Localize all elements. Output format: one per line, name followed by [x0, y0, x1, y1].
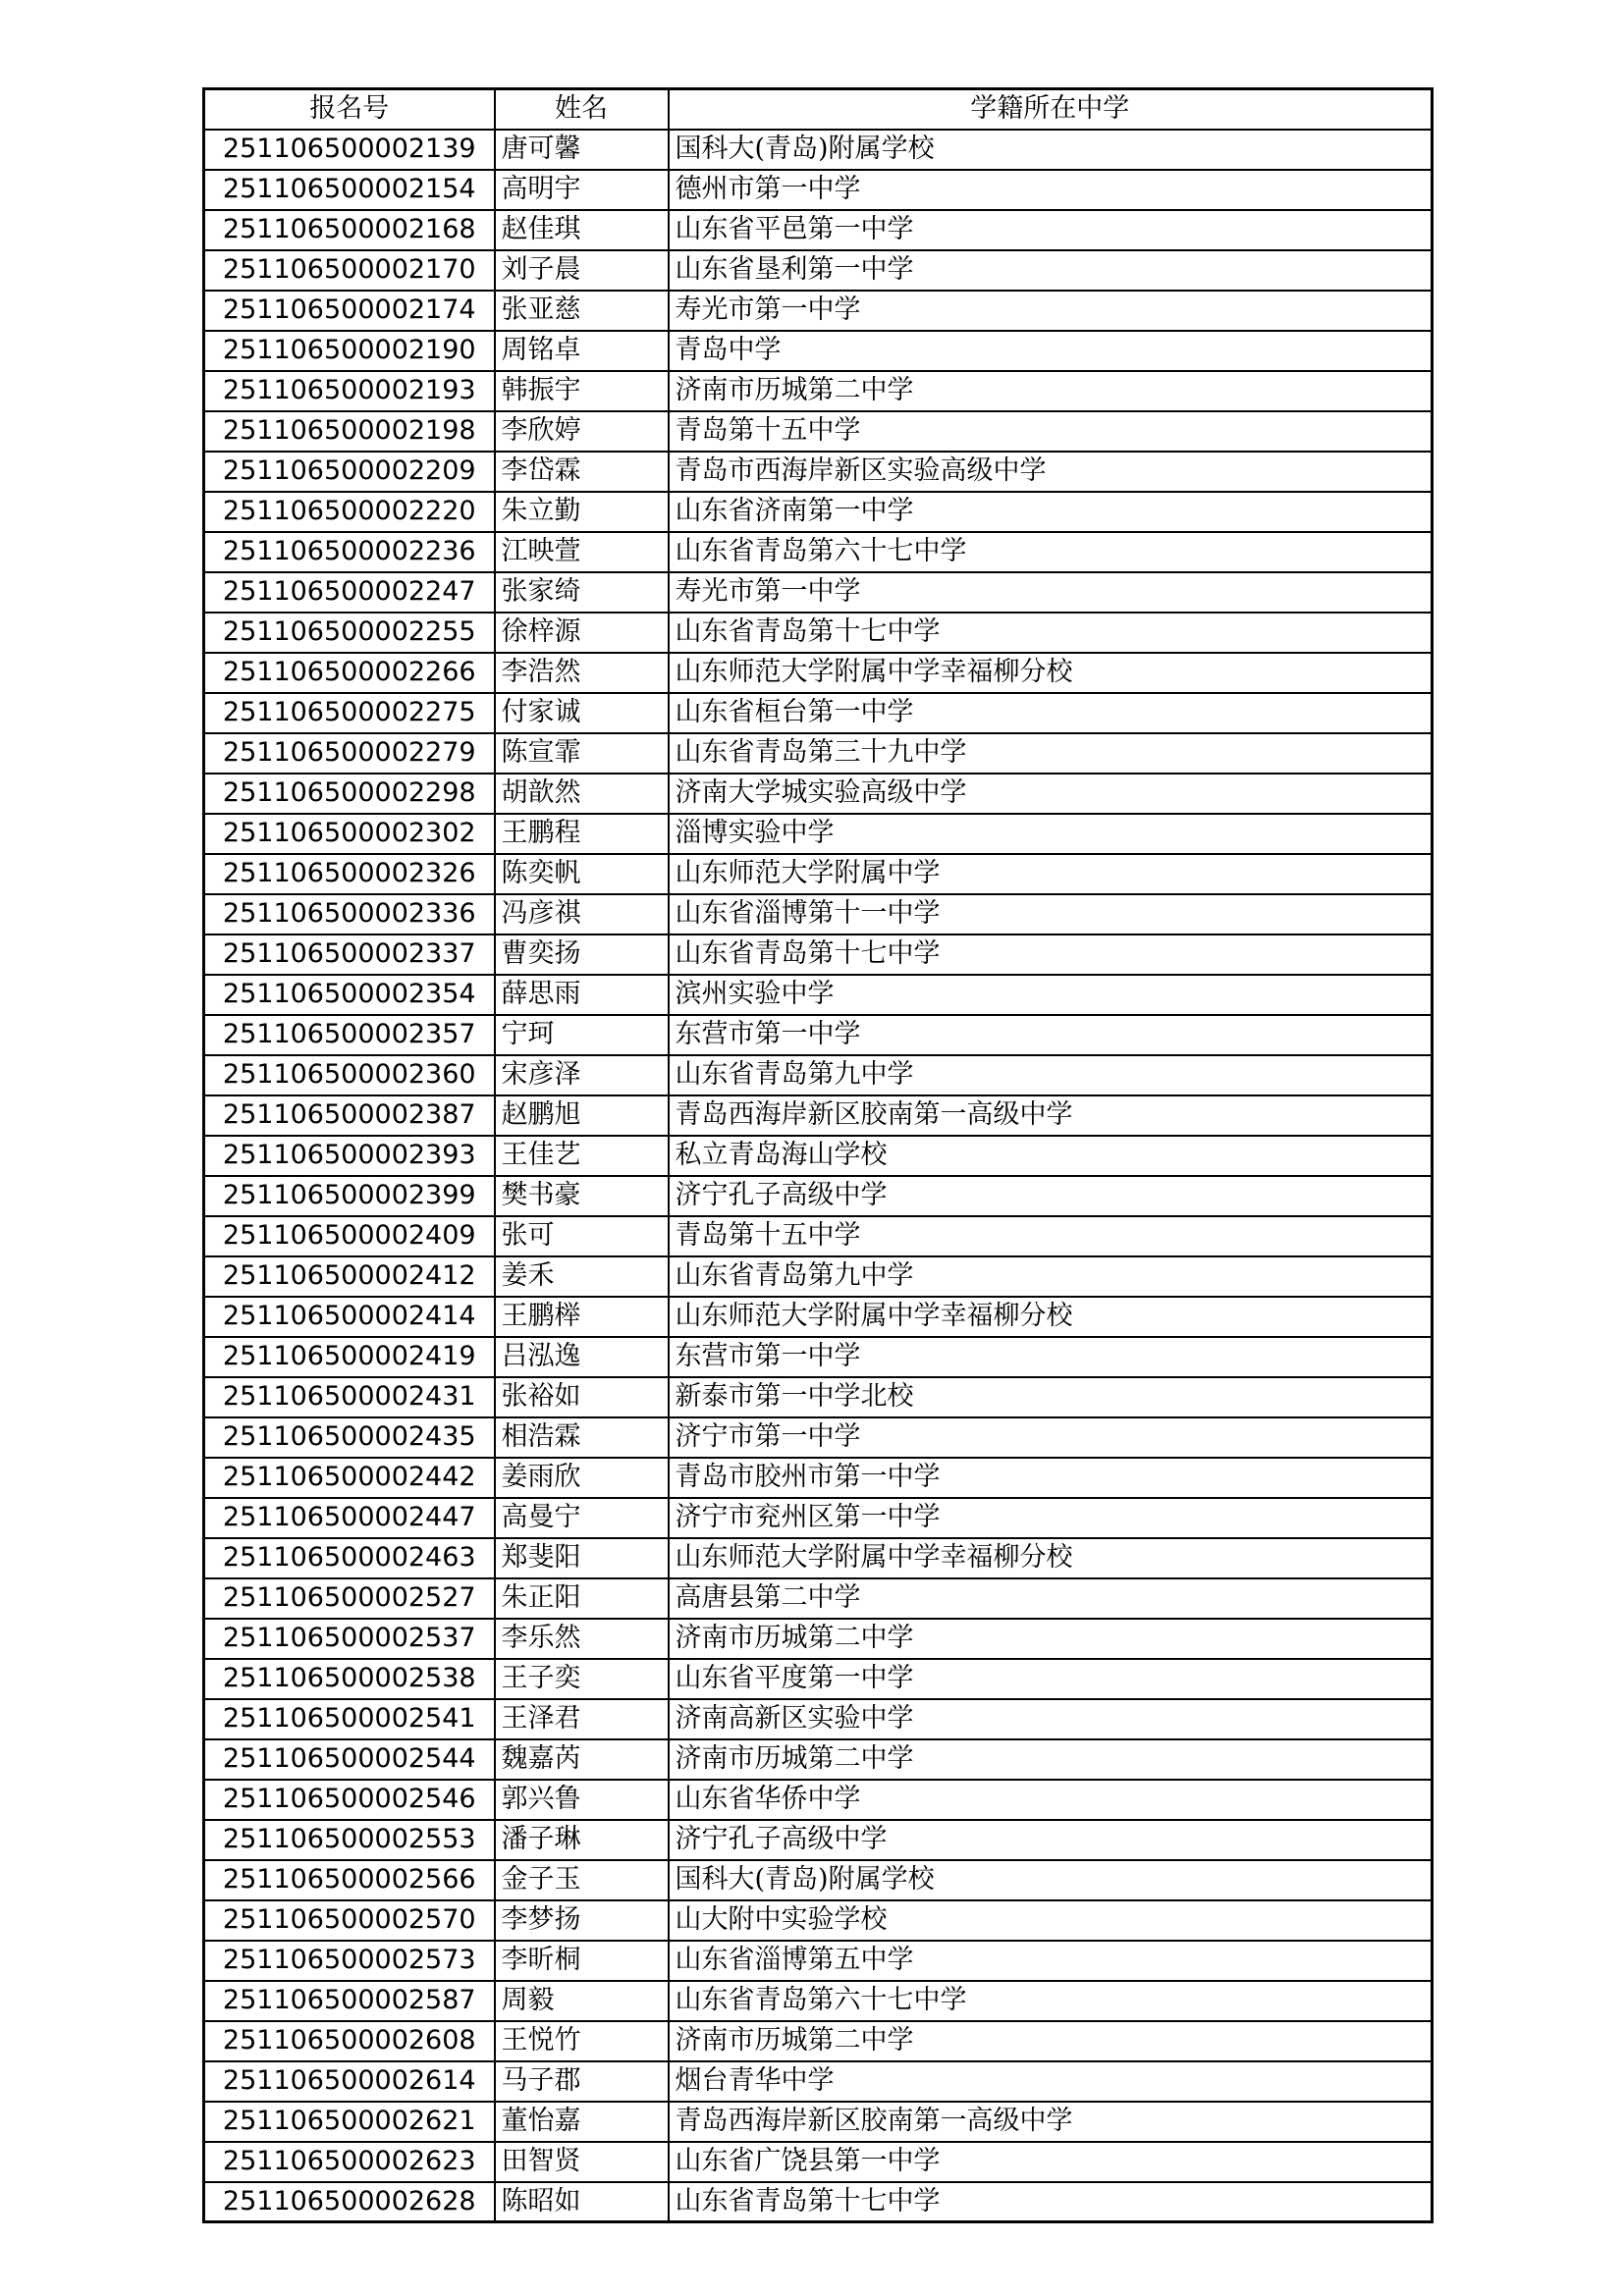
- table-row: [204, 1216, 1433, 1256]
- school-cell: 烟台青华中学: [669, 2061, 1433, 2102]
- registration-number-cell: 251106500002393: [204, 1136, 495, 1176]
- school-cell: 山大附中实验学校: [669, 1900, 1433, 1941]
- table-row: [204, 975, 1433, 1015]
- registration-number-cell: 251106500002537: [204, 1619, 495, 1659]
- school-cell: 济南市历城第二中学: [669, 1739, 1433, 1780]
- registration-number-cell: 251106500002546: [204, 1780, 495, 1820]
- registration-number-cell: 251106500002336: [204, 894, 495, 934]
- registration-number-cell: 251106500002623: [204, 2142, 495, 2182]
- table-row: [204, 210, 1433, 250]
- student-name-cell: 李梦扬: [495, 1900, 669, 1941]
- table-row: [204, 1659, 1433, 1699]
- table-row: [204, 291, 1433, 331]
- registration-number-cell: 251106500002419: [204, 1337, 495, 1377]
- student-name-cell: 王佳艺: [495, 1136, 669, 1176]
- registration-number-cell: 251106500002570: [204, 1900, 495, 1941]
- student-name-cell: 董怡嘉: [495, 2102, 669, 2142]
- school-cell: 青岛市胶州市第一中学: [669, 1458, 1433, 1498]
- registration-number-cell: 251106500002275: [204, 693, 495, 733]
- student-name-cell: 潘子琳: [495, 1820, 669, 1860]
- registration-number-cell: 251106500002544: [204, 1739, 495, 1780]
- school-cell: 山东省青岛第十七中学: [669, 613, 1433, 653]
- student-name-cell: 王鹏程: [495, 814, 669, 854]
- school-cell: 青岛第十五中学: [669, 411, 1433, 452]
- school-cell: 寿光市第一中学: [669, 572, 1433, 613]
- school-cell: 国科大(青岛)附属学校: [669, 130, 1433, 170]
- registration-number-cell: 251106500002279: [204, 733, 495, 774]
- student-name-cell: 吕泓逸: [495, 1337, 669, 1377]
- table-row: [204, 250, 1433, 291]
- student-name-cell: 高曼宁: [495, 1498, 669, 1538]
- school-cell: 山东省平邑第一中学: [669, 210, 1433, 250]
- table-row: [204, 693, 1433, 733]
- student-name-cell: 付家诚: [495, 693, 669, 733]
- table-row: [204, 1417, 1433, 1458]
- registration-number-cell: 251106500002614: [204, 2061, 495, 2102]
- school-cell: 山东省青岛第六十七中学: [669, 1981, 1433, 2021]
- registration-number-cell: 251106500002409: [204, 1216, 495, 1256]
- table-row: [204, 934, 1433, 975]
- school-cell: 青岛中学: [669, 331, 1433, 371]
- student-name-cell: 王子奕: [495, 1659, 669, 1699]
- table-row: [204, 854, 1433, 894]
- registration-number-cell: 251106500002236: [204, 532, 495, 572]
- table-row: [204, 613, 1433, 653]
- school-cell: 山东师范大学附属中学幸福柳分校: [669, 653, 1433, 693]
- header-school: 学籍所在中学: [669, 89, 1433, 130]
- school-cell: 济宁市第一中学: [669, 1417, 1433, 1458]
- registration-number-cell: 251106500002621: [204, 2102, 495, 2142]
- table-row: [204, 2102, 1433, 2142]
- table-row: [204, 1820, 1433, 1860]
- table-row: [204, 1256, 1433, 1297]
- student-name-cell: 江映萱: [495, 532, 669, 572]
- table-row: [204, 894, 1433, 934]
- student-name-cell: 高明宇: [495, 170, 669, 210]
- student-name-cell: 曹奕扬: [495, 934, 669, 975]
- table-row: [204, 1377, 1433, 1417]
- student-name-cell: 郭兴鲁: [495, 1780, 669, 1820]
- registration-number-cell: 251106500002139: [204, 130, 495, 170]
- table-row: [204, 1498, 1433, 1538]
- student-name-cell: 陈宣霏: [495, 733, 669, 774]
- school-cell: 山东师范大学附属中学: [669, 854, 1433, 894]
- student-name-cell: 张可: [495, 1216, 669, 1256]
- header-registration-number: 报名号: [204, 89, 495, 130]
- table-row: [204, 1095, 1433, 1136]
- table-row: [204, 653, 1433, 693]
- registration-number-cell: 251106500002442: [204, 1458, 495, 1498]
- registration-number-cell: 251106500002566: [204, 1860, 495, 1900]
- header-name: 姓名: [495, 89, 669, 130]
- registration-number-cell: 251106500002209: [204, 452, 495, 492]
- school-cell: 山东省淄博第五中学: [669, 1941, 1433, 1981]
- student-name-cell: 李浩然: [495, 653, 669, 693]
- table-row: [204, 170, 1433, 210]
- admission-roster-table: [202, 87, 1434, 2223]
- school-cell: 新泰市第一中学北校: [669, 1377, 1433, 1417]
- registration-number-cell: 251106500002326: [204, 854, 495, 894]
- student-name-cell: 李欣婷: [495, 411, 669, 452]
- table-row: [204, 1538, 1433, 1578]
- registration-number-cell: 251106500002360: [204, 1055, 495, 1095]
- school-cell: 寿光市第一中学: [669, 291, 1433, 331]
- table-row: [204, 1136, 1433, 1176]
- registration-number-cell: 251106500002553: [204, 1820, 495, 1860]
- registration-number-cell: 251106500002431: [204, 1377, 495, 1417]
- school-cell: 济南高新区实验中学: [669, 1699, 1433, 1739]
- table-row: [204, 2061, 1433, 2102]
- table-row: [204, 2142, 1433, 2182]
- table-row: [204, 1578, 1433, 1619]
- school-cell: 山东省青岛第九中学: [669, 1055, 1433, 1095]
- table-row: [204, 814, 1433, 854]
- registration-number-cell: 251106500002247: [204, 572, 495, 613]
- student-name-cell: 张裕如: [495, 1377, 669, 1417]
- student-name-cell: 魏嘉芮: [495, 1739, 669, 1780]
- student-name-cell: 张亚慈: [495, 291, 669, 331]
- student-name-cell: 王悦竹: [495, 2021, 669, 2061]
- table-row: [204, 774, 1433, 814]
- registration-number-cell: 251106500002414: [204, 1297, 495, 1337]
- table-row: [204, 492, 1433, 532]
- school-cell: 东营市第一中学: [669, 1337, 1433, 1377]
- school-cell: 山东省广饶县第一中学: [669, 2142, 1433, 2182]
- student-name-cell: 王鹏榉: [495, 1297, 669, 1337]
- student-name-cell: 刘子晨: [495, 250, 669, 291]
- registration-number-cell: 251106500002190: [204, 331, 495, 371]
- school-cell: 山东师范大学附属中学幸福柳分校: [669, 1538, 1433, 1578]
- school-cell: 青岛西海岸新区胶南第一高级中学: [669, 1095, 1433, 1136]
- table-row: [204, 1900, 1433, 1941]
- table-row: [204, 130, 1433, 170]
- registration-number-cell: 251106500002298: [204, 774, 495, 814]
- school-cell: 济宁孔子高级中学: [669, 1176, 1433, 1216]
- registration-number-cell: 251106500002628: [204, 2182, 495, 2222]
- student-name-cell: 郑斐阳: [495, 1538, 669, 1578]
- student-name-cell: 张家绮: [495, 572, 669, 613]
- student-name-cell: 周毅: [495, 1981, 669, 2021]
- registration-number-cell: 251106500002337: [204, 934, 495, 975]
- student-name-cell: 马子郡: [495, 2061, 669, 2102]
- school-cell: 东营市第一中学: [669, 1015, 1433, 1055]
- table-row: [204, 1176, 1433, 1216]
- registration-number-cell: 251106500002527: [204, 1578, 495, 1619]
- registration-number-cell: 251106500002266: [204, 653, 495, 693]
- student-name-cell: 王泽君: [495, 1699, 669, 1739]
- table-row: [204, 2182, 1433, 2222]
- school-cell: 山东省垦利第一中学: [669, 250, 1433, 291]
- table-header-row: [204, 89, 1433, 130]
- table-row: [204, 572, 1433, 613]
- registration-number-cell: 251106500002302: [204, 814, 495, 854]
- school-cell: 山东省青岛第十七中学: [669, 934, 1433, 975]
- table-row: [204, 1860, 1433, 1900]
- registration-number-cell: 251106500002154: [204, 170, 495, 210]
- school-cell: 青岛第十五中学: [669, 1216, 1433, 1256]
- student-name-cell: 朱立勤: [495, 492, 669, 532]
- registration-number-cell: 251106500002174: [204, 291, 495, 331]
- school-cell: 山东省济南第一中学: [669, 492, 1433, 532]
- registration-number-cell: 251106500002354: [204, 975, 495, 1015]
- school-cell: 济宁市兖州区第一中学: [669, 1498, 1433, 1538]
- school-cell: 滨州实验中学: [669, 975, 1433, 1015]
- table-row: [204, 371, 1433, 411]
- school-cell: 私立青岛海山学校: [669, 1136, 1433, 1176]
- school-cell: 山东省桓台第一中学: [669, 693, 1433, 733]
- table-row: [204, 1015, 1433, 1055]
- table-row: [204, 1619, 1433, 1659]
- school-cell: 济南市历城第二中学: [669, 2021, 1433, 2061]
- table-row: [204, 1780, 1433, 1820]
- table-row: [204, 411, 1433, 452]
- school-cell: 山东省青岛第九中学: [669, 1256, 1433, 1297]
- registration-number-cell: 251106500002541: [204, 1699, 495, 1739]
- registration-number-cell: 251106500002447: [204, 1498, 495, 1538]
- registration-number-cell: 251106500002193: [204, 371, 495, 411]
- registration-number-cell: 251106500002357: [204, 1015, 495, 1055]
- registration-number-cell: 251106500002198: [204, 411, 495, 452]
- student-name-cell: 樊书豪: [495, 1176, 669, 1216]
- registration-number-cell: 251106500002463: [204, 1538, 495, 1578]
- school-cell: 济南市历城第二中学: [669, 1619, 1433, 1659]
- table-row: [204, 1297, 1433, 1337]
- student-name-cell: 相浩霖: [495, 1417, 669, 1458]
- school-cell: 山东省淄博第十一中学: [669, 894, 1433, 934]
- registration-number-cell: 251106500002608: [204, 2021, 495, 2061]
- student-name-cell: 薛思雨: [495, 975, 669, 1015]
- student-name-cell: 唐可馨: [495, 130, 669, 170]
- school-cell: 山东师范大学附属中学幸福柳分校: [669, 1297, 1433, 1337]
- student-name-cell: 陈昭如: [495, 2182, 669, 2222]
- table-row: [204, 1981, 1433, 2021]
- student-name-cell: 姜禾: [495, 1256, 669, 1297]
- student-name-cell: 姜雨欣: [495, 1458, 669, 1498]
- registration-number-cell: 251106500002255: [204, 613, 495, 653]
- registration-number-cell: 251106500002399: [204, 1176, 495, 1216]
- table-row: [204, 1941, 1433, 1981]
- student-name-cell: 周铭卓: [495, 331, 669, 371]
- student-name-cell: 田智贤: [495, 2142, 669, 2182]
- registration-number-cell: 251106500002412: [204, 1256, 495, 1297]
- school-cell: 济宁孔子高级中学: [669, 1820, 1433, 1860]
- registration-number-cell: 251106500002587: [204, 1981, 495, 2021]
- school-cell: 山东省华侨中学: [669, 1780, 1433, 1820]
- student-name-cell: 李乐然: [495, 1619, 669, 1659]
- student-name-cell: 韩振宇: [495, 371, 669, 411]
- student-name-cell: 宋彦泽: [495, 1055, 669, 1095]
- registration-number-cell: 251106500002573: [204, 1941, 495, 1981]
- school-cell: 山东省平度第一中学: [669, 1659, 1433, 1699]
- table-row: [204, 452, 1433, 492]
- registration-number-cell: 251106500002387: [204, 1095, 495, 1136]
- table-body: [204, 130, 1433, 2222]
- table-row: [204, 2021, 1433, 2061]
- student-name-cell: 宁珂: [495, 1015, 669, 1055]
- school-cell: 山东省青岛第六十七中学: [669, 532, 1433, 572]
- student-name-cell: 李昕桐: [495, 1941, 669, 1981]
- registration-number-cell: 251106500002220: [204, 492, 495, 532]
- student-name-cell: 金子玉: [495, 1860, 669, 1900]
- school-cell: 济南大学城实验高级中学: [669, 774, 1433, 814]
- table-row: [204, 1458, 1433, 1498]
- school-cell: 山东省青岛第十七中学: [669, 2182, 1433, 2222]
- student-name-cell: 胡歆然: [495, 774, 669, 814]
- student-name-cell: 赵鹏旭: [495, 1095, 669, 1136]
- school-cell: 国科大(青岛)附属学校: [669, 1860, 1433, 1900]
- student-name-cell: 赵佳琪: [495, 210, 669, 250]
- table-row: [204, 331, 1433, 371]
- student-name-cell: 徐梓源: [495, 613, 669, 653]
- table-row: [204, 532, 1433, 572]
- registration-number-cell: 251106500002435: [204, 1417, 495, 1458]
- school-cell: 山东省青岛第三十九中学: [669, 733, 1433, 774]
- registration-number-cell: 251106500002168: [204, 210, 495, 250]
- table-row: [204, 1337, 1433, 1377]
- school-cell: 淄博实验中学: [669, 814, 1433, 854]
- school-cell: 济南市历城第二中学: [669, 371, 1433, 411]
- table-row: [204, 1699, 1433, 1739]
- student-name-cell: 李岱霖: [495, 452, 669, 492]
- student-name-cell: 冯彦祺: [495, 894, 669, 934]
- registration-number-cell: 251106500002170: [204, 250, 495, 291]
- school-cell: 高唐县第二中学: [669, 1578, 1433, 1619]
- table-row: [204, 1055, 1433, 1095]
- table-row: [204, 1739, 1433, 1780]
- school-cell: 青岛西海岸新区胶南第一高级中学: [669, 2102, 1433, 2142]
- school-cell: 德州市第一中学: [669, 170, 1433, 210]
- table-row: [204, 733, 1433, 774]
- school-cell: 青岛市西海岸新区实验高级中学: [669, 452, 1433, 492]
- student-name-cell: 陈奕帆: [495, 854, 669, 894]
- registration-number-cell: 251106500002538: [204, 1659, 495, 1699]
- student-name-cell: 朱正阳: [495, 1578, 669, 1619]
